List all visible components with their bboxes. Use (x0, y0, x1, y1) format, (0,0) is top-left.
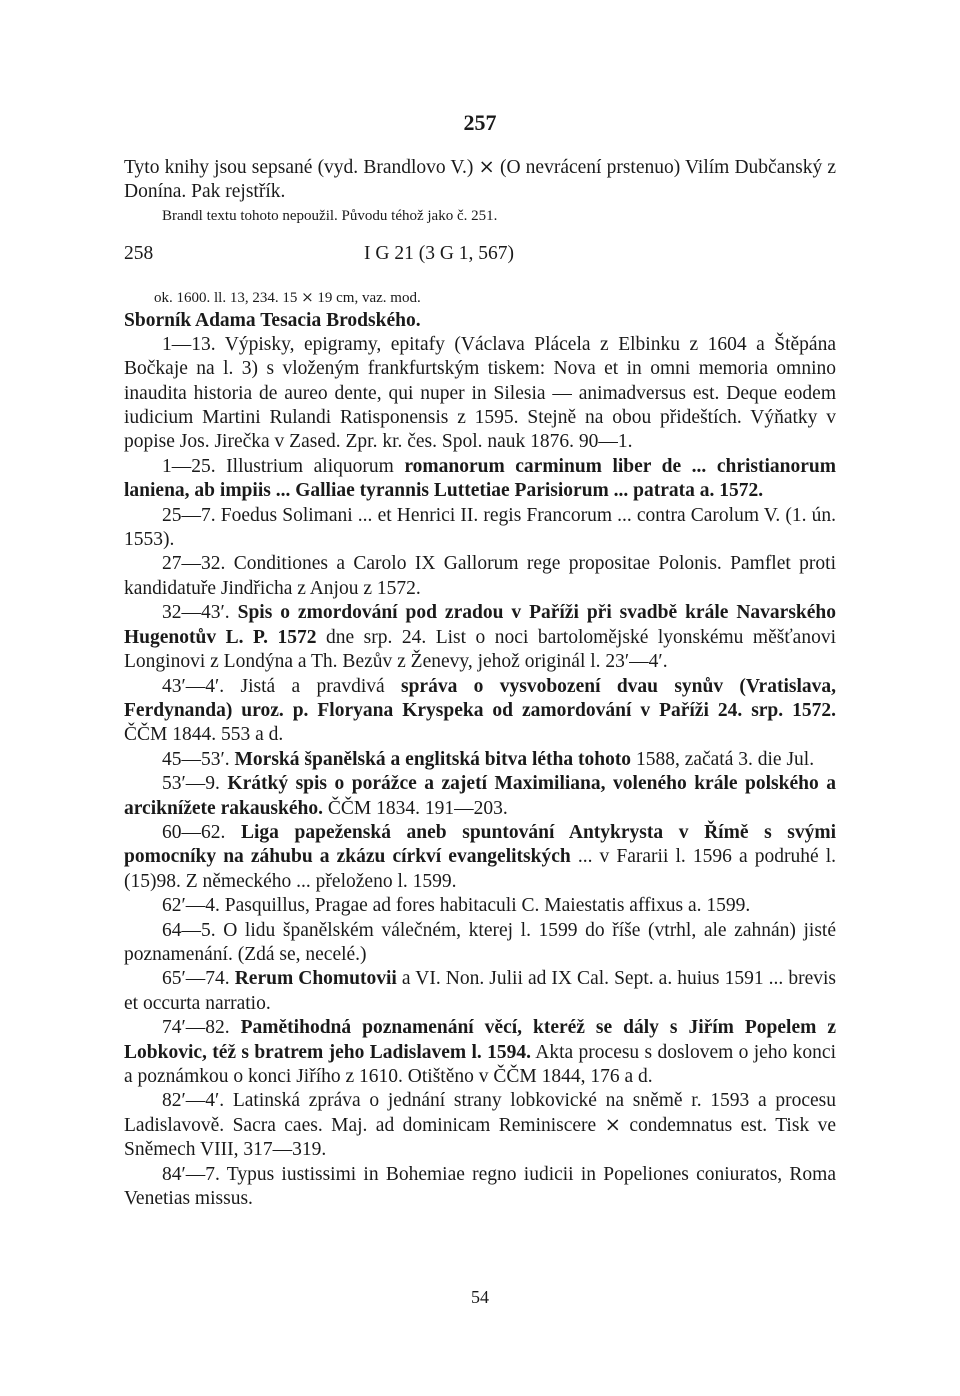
entry-258-header (124, 243, 836, 275)
item-text: Akta procesu s doslovem o jeho konci a poznámkou o konci Jiřího z 1610. Otištěno v ČČM 1844, 176 a d. (124, 1041, 836, 1087)
item-bold-text: správa o vysvobození dvau synův (Vratislava, Ferdynanda) uroz. p. Floryana Kryspeka od zamordování v Paříži 24. srp. 1572. (124, 675, 837, 721)
entry-257-note: Brandl textu tohoto nepoužil. Původu téhož jako č. 251. (162, 207, 498, 224)
shelf-signature: I G 21 (3 G 1, 567) (364, 242, 515, 264)
item-text: dne srp. 24. List o noci bartolomějské lyonskému měšťanovi Longinovi z Londýna a Th. Bezův z Ženevy, jehož originál l. 23′—4′. (124, 626, 836, 673)
content-item (124, 919, 836, 968)
contents-list (124, 333, 836, 1212)
page-number-header: 257 (463, 110, 497, 135)
item-text: 45—53′. (162, 748, 235, 770)
content-item (124, 748, 836, 772)
page-number-footer: 54 (471, 1287, 489, 1307)
item-text: 32—43′. (162, 602, 238, 624)
item-bold-text: romanorum carminum liber de ... christianorum laniena, ab impiis ... Galliae tyrannis Luttetiae Parisiorum ... patrata a. 1572. (124, 455, 836, 502)
content-item (124, 1016, 836, 1089)
item-text: 1—25. Illustrium aliquorum (162, 455, 405, 477)
item-text: 1588, začatá 3. die Jul. (631, 748, 815, 770)
item-bold-text: Rerum Chomutovii (234, 968, 397, 990)
item-text: 74′—82. (162, 1017, 241, 1039)
content-item (124, 894, 836, 918)
content-item (124, 821, 836, 894)
item-bold-text: Spis o zmordování pod zradou v Paříži při svadbě krále Navarského Hugenotův L. P. 1572 (124, 602, 837, 648)
item-text: 25—7. Foedus Solimani ... et Henrici II. regis Francorum ... contra Carolum V. (1. ún. 1553). (124, 504, 836, 551)
content-item (124, 1163, 836, 1212)
item-text: 82′—4′. Latinská zpráva o jednání strany lobkovické na sněmě r. 1593 a procesu Ladislavově. Sacra caes. Maj. ad dominicam Reminiscere ⨯ condemnatus est. Tisk ve Sněmech VIII, 317—319. (124, 1090, 836, 1161)
manuscript-title: Sborník Adama Tesacia Brodského. (124, 309, 421, 331)
item-text: 1—13. Výpisky, epigramy, epitafy (Václava Plácela z Elbinku z 1604 a Štěpána Bočkaje na l. 3) s vloženým frankfurtským tiskem: Nova et in omni memoria omnino inaudita historia de aureo dente, qui nuper in Silesia — animadversus est. Deque eodem iudicium Martini Rulandi Ratisponensis z 1595. Stejně na obou přideštích. Výňatky v popise Jos. Jirečka v Zased. Zpr. kr. čes. Spol. nauk 1876. 90—1. (124, 333, 836, 453)
item-text: 84′—7. Typus iustissimi in Bohemiae regno iudicii in Popeliones coniuratos, Roma Venetias missus. (124, 1163, 836, 1210)
item-text: a VI. Non. Julii ad IX Cal. Sept. a. huius 1591 ... brevis et occurta narratio. (124, 968, 836, 1014)
item-text: ... v Fararii l. 1596 a podruhé l. (15)98. Z německého ... přeloženo l. 1599. (124, 846, 837, 892)
item-text: ČČM 1844. 553 a d. (124, 724, 284, 746)
item-bold-text: Morská španělská a englitská bitva létha tohoto (234, 748, 632, 770)
item-text: 27—32. Conditiones a Carolo IX Gallorum rege propositae Polonis. Pamflet proti kandidatuře Jindřicha z Anjou z 1572. (124, 553, 836, 599)
item-text: 60—62. (162, 821, 241, 843)
content-item (124, 601, 836, 674)
content-item (124, 504, 836, 553)
item-bold-text: Liga papeženská aneb spuntování Antykrysta v Římě s svými pomocníky na záhubu a zkázu církví evangelitských (124, 821, 837, 868)
item-text: 65′—74. (162, 968, 235, 990)
item-text: 53′—9. (162, 773, 228, 795)
content-item (124, 333, 836, 455)
physical-description: ok. 1600. ll. 13, 234. 15 ⨯ 19 cm, vaz. mod. (154, 289, 421, 306)
entry-257-text: Tyto knihy jsou sepsané (vyd. Brandlovo V.) ⨯ (O nevrácení prstenuo) Vilím Dubčanský z Donína. Pak rejstřík. (124, 157, 836, 203)
content-item (124, 772, 836, 821)
item-text: 43′—4′. Jistá a pravdivá (162, 675, 401, 697)
content-item (124, 455, 836, 504)
content-item (124, 552, 836, 601)
content-item (124, 675, 836, 748)
item-text: 62′—4. Pasquillus, Pragae ad fores habitaculi C. Maiestatis affixus a. 1599. (162, 895, 751, 917)
content-item (124, 967, 836, 1016)
item-text: 64—5. O lidu španělském válečném, kterej l. 1599 do říše (vtrhl, ale zahnán) jisté poznamenání. (Zdá se, necelé.) (124, 919, 836, 965)
entry-number: 258 (124, 242, 154, 264)
item-bold-text: Krátký spis o porážce a zajetí Maximiliana, voleného krále polského a arciknížete rakauského. (124, 773, 836, 819)
content-item (124, 1089, 836, 1162)
document-page (124, 108, 836, 1211)
item-bold-text: Pamětihodná poznamenání věcí, kteréž se dály s Jiřím Popelem z Lobkovic, též s bratrem jeho Ladislavem l. 1594. (124, 1017, 837, 1063)
item-text: ČČM 1834. 191—203. (322, 797, 508, 819)
